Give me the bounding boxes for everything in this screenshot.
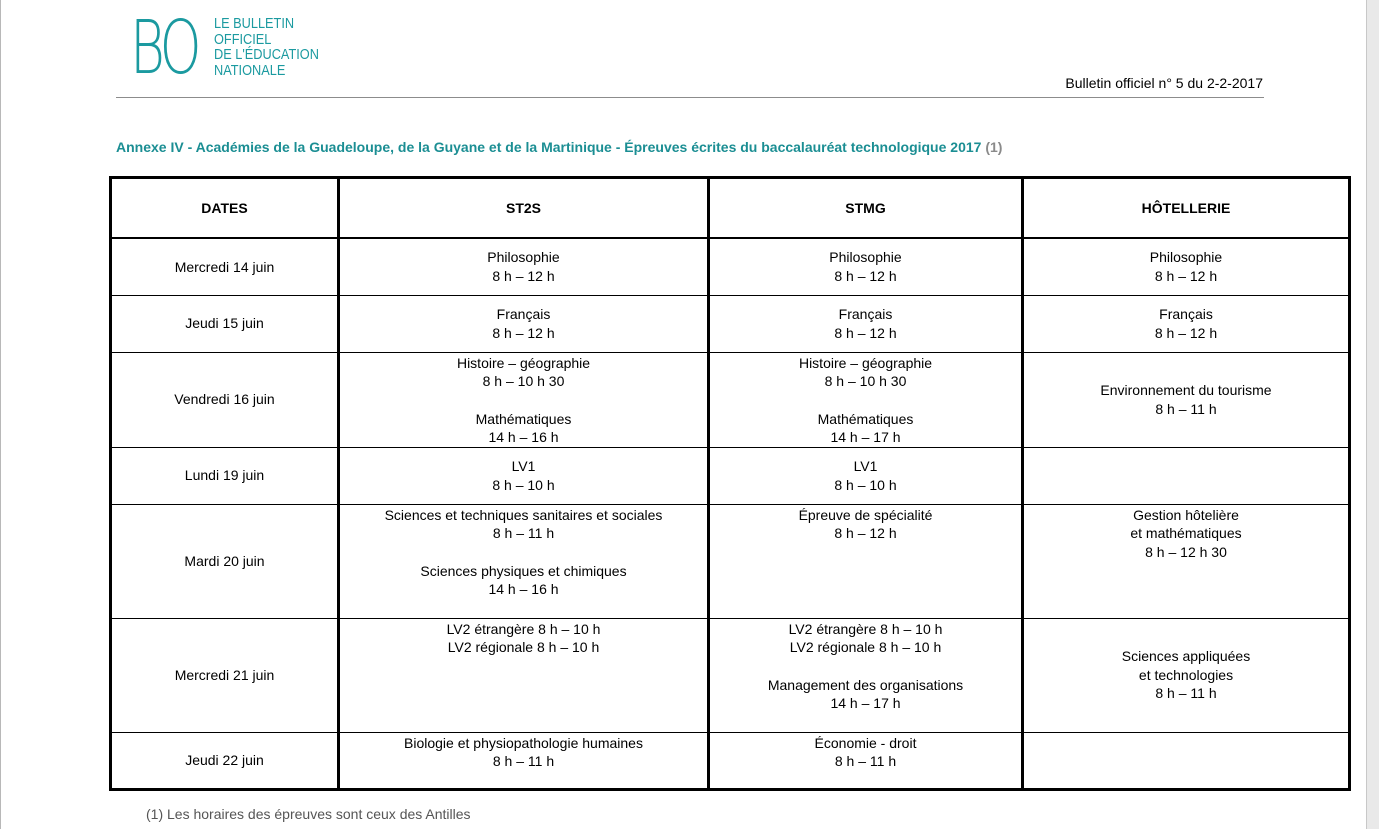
hotellerie-cell [1023, 618, 1350, 732]
page-edge-left [0, 0, 1, 829]
logo-line: LE BULLETIN [214, 15, 295, 32]
exam-line: 8 h – 11 h [492, 525, 555, 541]
date-cell: Jeudi 22 juin [111, 732, 339, 789]
exam-line: Économie - droit [814, 734, 917, 751]
exam-line: 8 h – 10 h [834, 476, 897, 493]
line-gap [344, 391, 703, 410]
table-row [111, 618, 1350, 732]
exam-line: LV1 [853, 458, 878, 474]
logo-line: NATIONALE [214, 61, 286, 79]
exam-line: Gestion hôtelière [1133, 506, 1239, 523]
exam-line: LV1 [511, 458, 536, 474]
st2s-cell [339, 447, 709, 504]
exam-line: 8 h – 10 h 30 [824, 373, 907, 389]
exam-line: 14 h – 17 h [830, 695, 901, 711]
header-dates: DATES [111, 178, 339, 239]
date-cell: Jeudi 15 juin [111, 295, 339, 352]
exam-line: LV2 étrangère 8 h – 10 h [788, 620, 943, 637]
logo-mark: BO [130, 5, 198, 91]
stmg-cell [709, 504, 1023, 618]
exam-line: Management des organisations [767, 676, 964, 693]
exam-line: 14 h – 16 h [488, 581, 559, 597]
stmg-cell [709, 618, 1023, 732]
exam-line: 14 h – 17 h [830, 429, 901, 445]
exam-line: 8 h – 10 h [492, 476, 555, 493]
exam-line: 8 h – 12 h [834, 525, 897, 541]
date-cell: Vendredi 16 juin [111, 352, 339, 447]
exam-line: Philosophie [1149, 249, 1223, 266]
exam-line: Philosophie [487, 249, 560, 266]
logo-line: DE L'ÉDUCATION [214, 46, 319, 63]
exam-line: LV2 régionale 8 h – 10 h [447, 639, 600, 655]
table-header-row [111, 178, 1350, 239]
line-gap [714, 391, 1017, 410]
header-stmg: STMG [709, 178, 1023, 239]
exam-line: 8 h – 12 h [1154, 267, 1218, 284]
exam-line: Philosophie [829, 249, 902, 266]
table-row [111, 504, 1350, 618]
exam-line: et mathématiques [1130, 525, 1242, 541]
stmg-cell [709, 732, 1023, 789]
bulletin-reference: Bulletin officiel n° 5 du 2-2-2017 [1065, 75, 1263, 91]
exam-line: Histoire – géographie [456, 354, 591, 371]
exam-schedule-table [109, 176, 1351, 791]
stmg-cell [709, 295, 1023, 352]
exam-line: Français [1159, 306, 1213, 322]
st2s-cell [339, 295, 709, 352]
exam-line: 8 h – 10 h 30 [482, 373, 565, 389]
exam-line: 8 h – 11 h [492, 753, 555, 769]
exam-line: Environnement du tourisme [1100, 382, 1272, 398]
exam-line: 8 h – 11 h [834, 753, 897, 769]
viewer-scrollbar[interactable] [1366, 0, 1379, 829]
table-row [111, 447, 1350, 504]
exam-line: Sciences et techniques sanitaires et sociales [384, 506, 663, 523]
exam-line: Sciences physiques et chimiques [420, 562, 627, 579]
exam-line: Sciences appliquées [1121, 648, 1251, 665]
exam-line: 8 h – 11 h [1155, 685, 1217, 702]
exam-line: Mathématiques [475, 410, 572, 427]
date-cell: Mercredi 14 juin [111, 238, 339, 295]
line-gap [714, 657, 1017, 676]
annex-title [116, 139, 1002, 155]
hotellerie-cell [1023, 504, 1350, 618]
hotellerie-cell [1023, 295, 1350, 352]
date-cell: Mardi 20 juin [111, 504, 339, 618]
exam-line: 8 h – 12 h [492, 324, 555, 341]
table-row [111, 295, 1350, 352]
exam-line: 8 h – 12 h [492, 267, 555, 284]
stmg-cell [709, 447, 1023, 504]
annex-title-text: Annexe IV - Académies de la Guadeloupe, de la Guyane et de la Martinique - Épreuves écrites du baccalauréat technologique 2017 [116, 139, 982, 155]
header-divider [116, 97, 1264, 98]
hotellerie-cell [1023, 732, 1350, 789]
logo-line: OFFICIEL [214, 30, 272, 48]
exam-line: 8 h – 12 h [1154, 324, 1218, 341]
st2s-cell [339, 352, 709, 447]
exam-line: LV2 régionale 8 h – 10 h [789, 639, 942, 655]
exam-line: Épreuve de spécialité [798, 506, 933, 523]
table-row [111, 352, 1350, 447]
exam-line: Français [496, 306, 551, 322]
exam-line: 8 h – 12 h 30 [1145, 543, 1227, 560]
exam-line: LV2 étrangère 8 h – 10 h [446, 620, 601, 637]
st2s-cell [339, 732, 709, 789]
exam-line: Histoire – géographie [798, 354, 933, 371]
exam-line: 14 h – 16 h [488, 429, 559, 445]
date-cell: Mercredi 21 juin [111, 618, 339, 732]
hotellerie-cell [1023, 447, 1350, 504]
header-st2s: ST2S [339, 178, 709, 239]
exam-line: Biologie et physiopathologie humaines [404, 734, 643, 751]
exam-line: Mathématiques [817, 410, 914, 427]
annex-note-ref: (1) [985, 139, 1003, 155]
st2s-cell [339, 238, 709, 295]
stmg-cell [709, 352, 1023, 447]
table-row [111, 238, 1350, 295]
hotellerie-cell [1023, 352, 1350, 447]
hotellerie-cell [1023, 238, 1350, 295]
exam-line: et technologies [1138, 666, 1234, 683]
date-cell: Lundi 19 juin [111, 447, 339, 504]
st2s-cell [339, 618, 709, 732]
exam-line: Français [838, 306, 893, 322]
logo-text [214, 16, 319, 78]
stmg-cell [709, 238, 1023, 295]
exam-line: 8 h – 12 h [834, 324, 897, 341]
table-row [111, 732, 1350, 789]
st2s-cell [339, 504, 709, 618]
exam-line: 8 h – 11 h [1155, 400, 1217, 417]
header-hotellerie: HÔTELLERIE [1023, 178, 1350, 239]
footnote: (1) Les horaires des épreuves sont ceux des Antilles [146, 806, 471, 822]
exam-line: 8 h – 12 h [834, 267, 897, 284]
line-gap [344, 543, 703, 562]
